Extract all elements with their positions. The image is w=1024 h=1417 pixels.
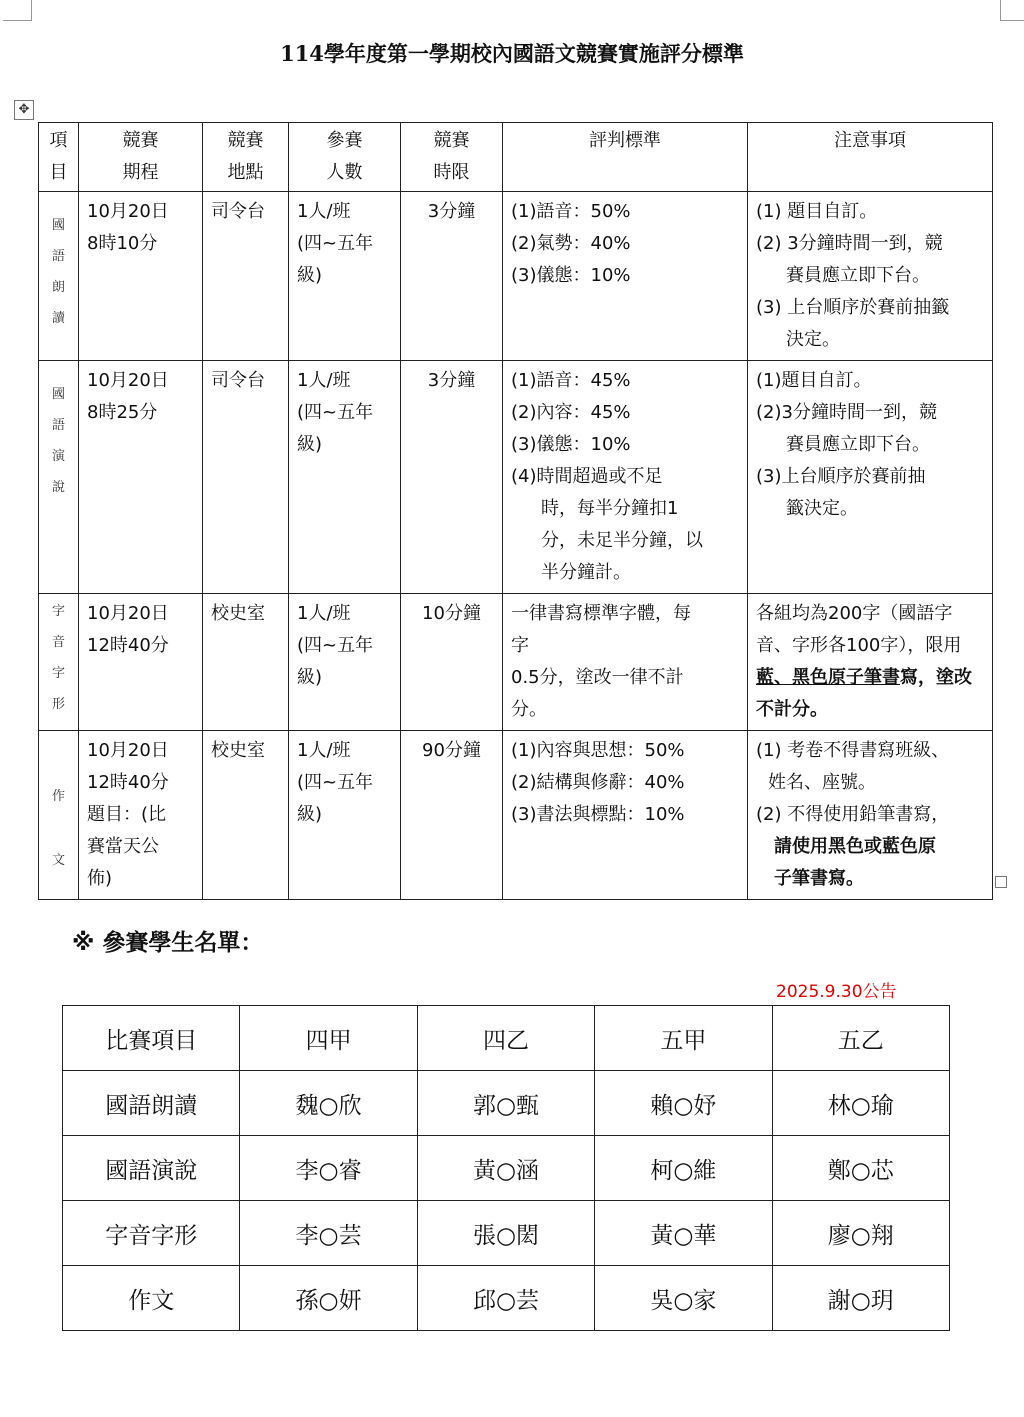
criteria-cell: (1)語音：50% (2)氣勢：40% (3)儀態：10% bbox=[503, 192, 748, 361]
header-notes: 注意事項 bbox=[748, 123, 993, 192]
student-name: 魏○欣 bbox=[240, 1071, 417, 1136]
student-list-heading: ※ 參賽學生名單： bbox=[72, 930, 264, 956]
item-cell: 國 語 朗 讀 bbox=[39, 192, 79, 361]
notes-no-correction: 寫，塗改不計分。 bbox=[756, 667, 972, 720]
student-name: 張○閎 bbox=[417, 1201, 594, 1266]
student-name: 黃○涵 bbox=[417, 1136, 594, 1201]
table-row bbox=[39, 594, 993, 731]
student-name: 李○睿 bbox=[240, 1136, 417, 1201]
event-name: 國語演說 bbox=[63, 1136, 240, 1201]
header-class: 四乙 bbox=[417, 1006, 594, 1071]
notes-cell: (1) 題目自訂。 (2) 3分鐘時間一到，競 賽員應立即下台。 (3) 上台順序於賽前抽籤 決定。 bbox=[748, 192, 993, 361]
student-name: 孫○妍 bbox=[240, 1266, 417, 1331]
time-limit-cell: 90分鐘 bbox=[401, 731, 503, 900]
item-cell: 作 文 bbox=[39, 731, 79, 900]
page-corner-mark bbox=[1000, 0, 1024, 21]
notes-cell: (1)題目自訂。 (2)3分鐘時間一到，競 賽員應立即下台。 (3)上台順序於賽前抽 籤決定。 bbox=[748, 361, 993, 594]
student-name: 邱○芸 bbox=[417, 1266, 594, 1331]
page-corner-mark bbox=[3, 0, 32, 21]
student-name: 李○芸 bbox=[240, 1201, 417, 1266]
student-name: 賴○妤 bbox=[595, 1071, 772, 1136]
time-limit-cell: 3分鐘 bbox=[401, 361, 503, 594]
student-name: 鄭○芯 bbox=[772, 1136, 949, 1201]
scoring-rules-table bbox=[38, 122, 993, 900]
student-name: 吳○家 bbox=[595, 1266, 772, 1331]
header-schedule: 競賽 期程 bbox=[79, 123, 203, 192]
student-name: 廖○翔 bbox=[772, 1201, 949, 1266]
item-cell: 字 音 字 形 bbox=[39, 594, 79, 731]
student-name: 謝○玥 bbox=[772, 1266, 949, 1331]
event-name: 國語朗讀 bbox=[63, 1071, 240, 1136]
schedule-cell: 10月20日 8時25分 bbox=[79, 361, 203, 594]
page-title: 114學年度第一學期校內國語文競賽實施評分標準 bbox=[280, 41, 744, 66]
header-participants: 參賽 人數 bbox=[289, 123, 401, 192]
table-row bbox=[63, 1201, 950, 1266]
student-name: 郭○甄 bbox=[417, 1071, 594, 1136]
student-name: 黃○華 bbox=[595, 1201, 772, 1266]
participants-cell: 1人/班 (四~五年 級) bbox=[289, 361, 401, 594]
location-cell: 校史室 bbox=[203, 594, 289, 731]
notes-pen-color: 藍、黑色原子筆書 bbox=[756, 667, 900, 688]
participants-cell: 1人/班 (四~五年 級) bbox=[289, 594, 401, 731]
notes-cell: (1) 考卷不得書寫班級、 姓名、座號。 (2) 不得使用鉛筆書寫， 請使用黑色或藍色原 子筆書寫。 bbox=[748, 731, 993, 900]
header-class: 五乙 bbox=[772, 1006, 949, 1071]
item-cell: 國 語 演 說 bbox=[39, 361, 79, 594]
header-class: 四甲 bbox=[240, 1006, 417, 1071]
notes-cell bbox=[748, 594, 993, 731]
location-cell: 校史室 bbox=[203, 731, 289, 900]
table-row bbox=[63, 1136, 950, 1201]
student-name: 林○瑜 bbox=[772, 1071, 949, 1136]
location-cell: 司令台 bbox=[203, 192, 289, 361]
participants-cell: 1人/班 (四~五年 級) bbox=[289, 731, 401, 900]
table-row bbox=[39, 361, 993, 594]
table-row bbox=[63, 1071, 950, 1136]
table-resize-handle[interactable] bbox=[995, 876, 1007, 888]
schedule-cell: 10月20日 12時40分 題目：(比 賽當天公 佈) bbox=[79, 731, 203, 900]
header-event: 比賽項目 bbox=[63, 1006, 240, 1071]
table-move-handle-icon[interactable]: ✥ bbox=[14, 100, 34, 120]
header-class: 五甲 bbox=[595, 1006, 772, 1071]
event-name: 字音字形 bbox=[63, 1201, 240, 1266]
student-name: 柯○維 bbox=[595, 1136, 772, 1201]
table-header-row bbox=[63, 1006, 950, 1071]
header-time-limit: 競賽 時限 bbox=[401, 123, 503, 192]
event-name: 作文 bbox=[63, 1266, 240, 1331]
criteria-cell: 一律書寫標準字體，每 字 0.5分，塗改一律不計 分。 bbox=[503, 594, 748, 731]
table-row bbox=[39, 192, 993, 361]
criteria-cell: (1)語音：45% (2)內容：45% (3)儀態：10% (4)時間超過或不足 時，每半分鐘扣1 分，未足半分鐘，以 半分鐘計。 bbox=[503, 361, 748, 594]
header-criteria: 評判標準 bbox=[503, 123, 748, 192]
header-location: 競賽 地點 bbox=[203, 123, 289, 192]
student-list-table bbox=[62, 1005, 950, 1331]
table-row bbox=[39, 731, 993, 900]
criteria-cell: (1)內容與思想：50% (2)結構與修辭：40% (3)書法與標點：10% bbox=[503, 731, 748, 900]
location-cell: 司令台 bbox=[203, 361, 289, 594]
table-header-row bbox=[39, 123, 993, 192]
schedule-cell: 10月20日 8時10分 bbox=[79, 192, 203, 361]
notes-plain-text: 各組均為200字（國語字音、字形各100字），限用 bbox=[756, 603, 962, 656]
participants-cell: 1人/班 (四~五年 級) bbox=[289, 192, 401, 361]
schedule-cell: 10月20日 12時40分 bbox=[79, 594, 203, 731]
announcement-date: 2025.9.30公告 bbox=[776, 982, 897, 1002]
time-limit-cell: 3分鐘 bbox=[401, 192, 503, 361]
table-row bbox=[63, 1266, 950, 1331]
time-limit-cell: 10分鐘 bbox=[401, 594, 503, 731]
header-item: 項 目 bbox=[39, 123, 79, 192]
